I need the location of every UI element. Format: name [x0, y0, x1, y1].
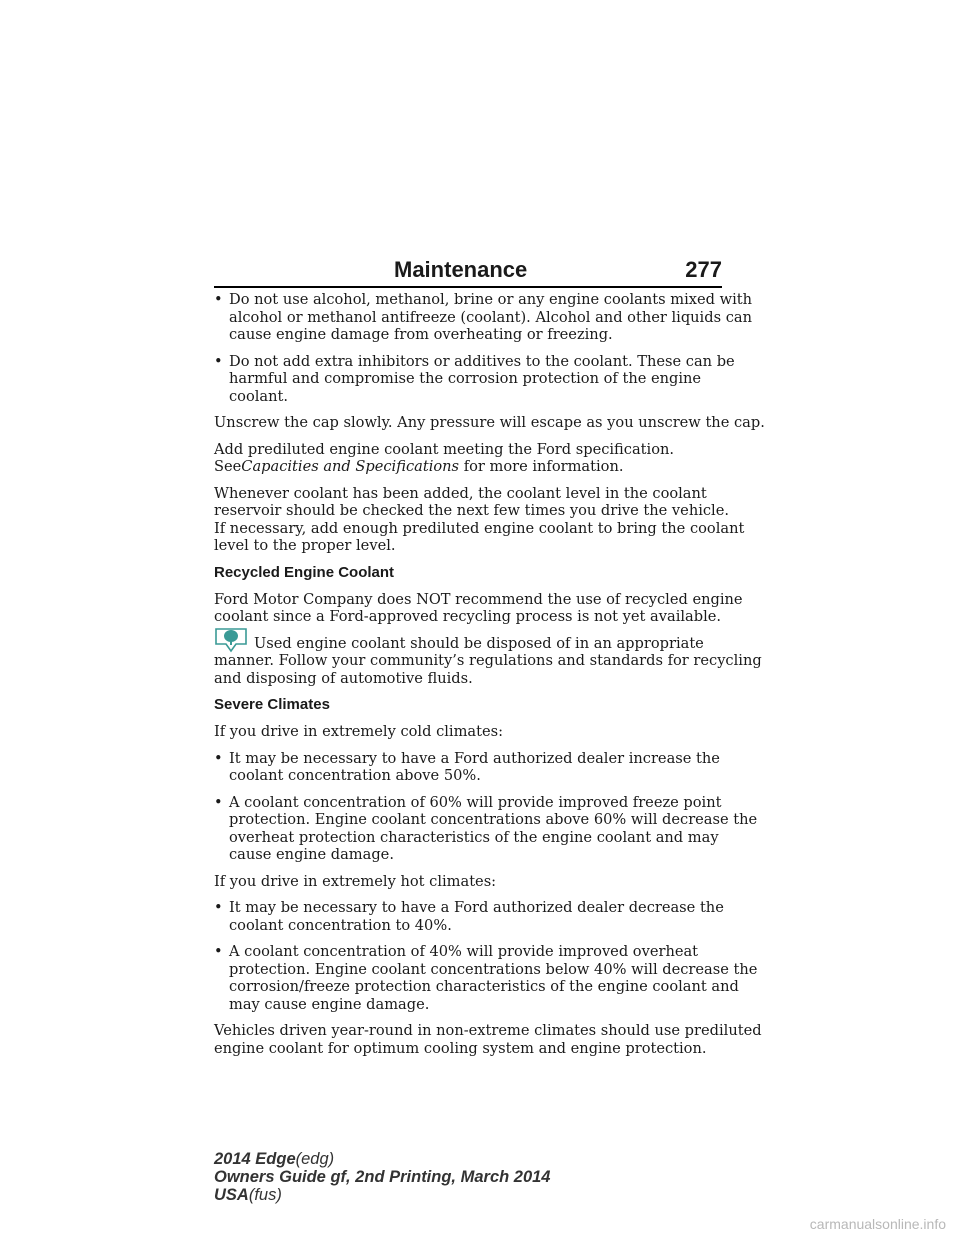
bullet-dot: • [214, 291, 223, 308]
environment-note: Used engine coolant should be disposed of in an appropriate manner. Follow your community’s regulations and standards for recycling and disposing of automotive fluids. [214, 635, 722, 688]
page-number: 277 [685, 257, 722, 282]
paragraph-recycled: Ford Motor Company does NOT recommend the use of recycled engine coolant since a Ford-approved recycling process is not yet available. [214, 590, 743, 625]
bullet-item: • It may be necessary to have a Ford authorized dealer decrease the coolant concentration to 40%. [214, 899, 724, 934]
page-footer: 2014 Edge(edg) Owners Guide gf, 2nd Printing, March 2014 USA(fus) [214, 1150, 551, 1204]
bullet-dot: • [214, 943, 223, 960]
bullet-item: • Do not add extra inhibitors or additives to the coolant. These can be harmful and compromise the corrosion protection of the engine coolant. [214, 352, 735, 405]
bullet-dot: • [214, 899, 223, 916]
page-content [214, 291, 765, 1066]
paragraph-hot: If you drive in extremely hot climates: [214, 872, 497, 890]
cross-reference-link: Capacities and Specifications [241, 458, 460, 475]
environment-tree-icon [214, 627, 248, 653]
watermark: carmanualsonline.info [809, 1216, 946, 1232]
paragraph-add-coolant: Add prediluted engine coolant meeting the Ford specification. SeeCapacities and Specifications for more information. [214, 440, 675, 475]
bullet-item: • A coolant concentration of 60% will provide improved freeze point protection. Engine coolant concentrations above 60% will decrease the overheat protection characteristics of the engine coolant and may cause engine damage. [214, 793, 758, 863]
section-title: Maintenance [394, 257, 528, 282]
paragraph-whenever: Whenever coolant has been added, the coolant level in the coolant reservoir should be checked the next few times you drive the vehicle. If necessary, add enough prediluted engine coolant to bring the coolant level to the proper level. [214, 484, 745, 554]
page-header [214, 256, 722, 288]
heading-recycled-coolant: Recycled Engine Coolant [214, 563, 395, 581]
bullet-item: • Do not use alcohol, methanol, brine or any engine coolants mixed with alcohol or methanol antifreeze (coolant). Alcohol and other liquids can cause engine damage from overheating or freezing. [214, 291, 753, 343]
bullet-item: • A coolant concentration of 40% will provide improved overheat protection. Engine coolant concentrations below 40% will decrease the corrosion/freeze protection characteristics of the engine coolant and may cause engine damage. [214, 943, 758, 1013]
bullet-dot: • [214, 749, 223, 767]
bullet-item: • It may be necessary to have a Ford authorized dealer increase the coolant concentration above 50%. [214, 749, 720, 784]
bullet-dot: • [214, 793, 223, 811]
bullet-dot: • [214, 352, 223, 370]
paragraph-cold: If you drive in extremely cold climates: [214, 723, 504, 740]
heading-severe-climates: Severe Climates [214, 696, 330, 713]
paragraph-vehicles: Vehicles driven year-round in non-extreme climates should use prediluted engine coolant for optimum cooling system and engine protection. [214, 1022, 762, 1057]
paragraph-unscrew: Unscrew the cap slowly. Any pressure will escape as you unscrew the cap. [214, 414, 765, 431]
